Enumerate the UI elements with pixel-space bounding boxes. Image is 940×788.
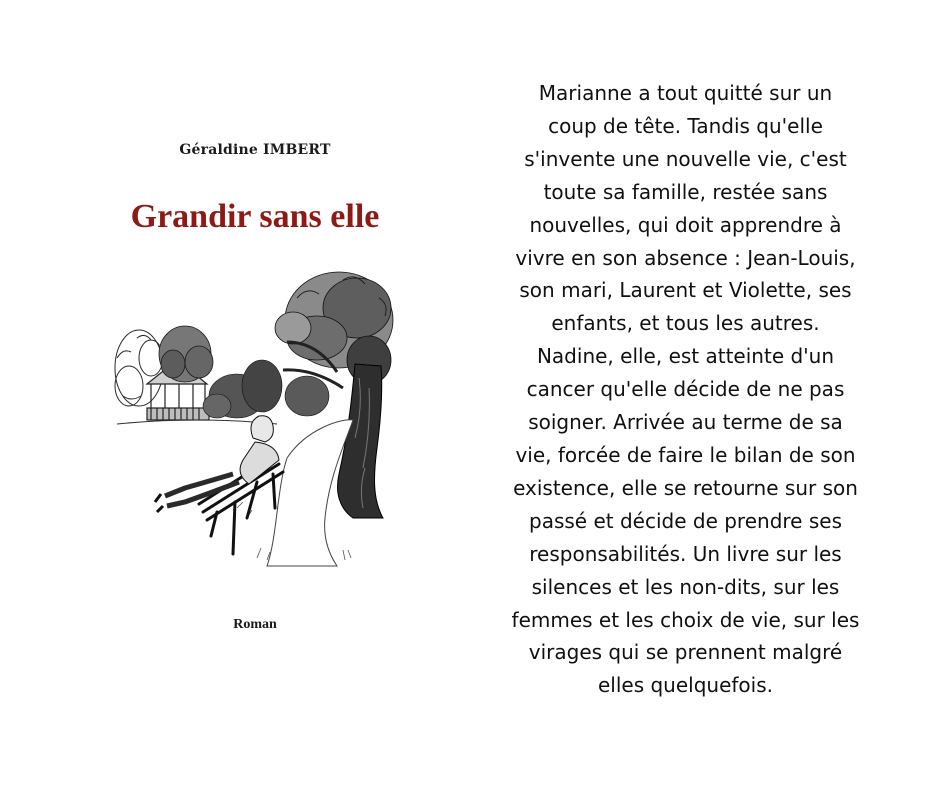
synopsis-line: vivre en son absence : Jean-Louis, xyxy=(515,245,856,270)
middle-tree xyxy=(159,326,213,382)
person-on-bench xyxy=(155,416,279,512)
synopsis-line: toute sa famille, restée sans xyxy=(543,179,828,204)
synopsis-line: femmes et les choix de vie, sur les xyxy=(511,607,860,632)
park-bench-illustration xyxy=(107,268,397,568)
synopsis-line: cancer qu'elle décide de ne pas xyxy=(526,377,845,402)
synopsis-line: s'invente une nouvelle vie, c'est xyxy=(524,146,847,171)
synopsis-line: nouvelles, qui doit apprendre à xyxy=(529,212,842,237)
author-name: Géraldine IMBERT xyxy=(179,142,331,158)
synopsis-line: virages qui se prennent malgré xyxy=(528,640,843,665)
synopsis-line: enfants, et tous les autres. xyxy=(551,311,820,336)
book-title: Grandir sans elle xyxy=(130,198,380,235)
synopsis-line: silences et les non-dits, sur les xyxy=(531,574,840,599)
synopsis-line: soigner. Arrivée au terme de sa xyxy=(528,410,843,435)
book-cover xyxy=(95,110,415,670)
synopsis-line: Marianne a tout quitté sur un xyxy=(538,81,833,105)
left-tree xyxy=(115,330,163,406)
synopsis-line: responsabilités. Un livre sur les xyxy=(529,541,842,566)
bushes xyxy=(203,360,329,418)
book-synopsis xyxy=(483,77,888,702)
synopsis-line: vie, forcée de faire le bilan de son xyxy=(515,442,856,467)
synopsis-line: coup de tête. Tandis qu'elle xyxy=(548,113,823,138)
synopsis-line: elles quelquefois. xyxy=(597,673,774,698)
synopsis-line: son mari, Laurent et Violette, ses xyxy=(519,278,852,303)
synopsis-line: passé et décide de prendre ses xyxy=(529,508,842,533)
genre-label: Roman xyxy=(233,617,277,632)
synopsis-line: existence, elle se retourne sur son xyxy=(513,475,858,500)
synopsis-line: Nadine, elle, est atteinte d'un xyxy=(536,344,835,369)
